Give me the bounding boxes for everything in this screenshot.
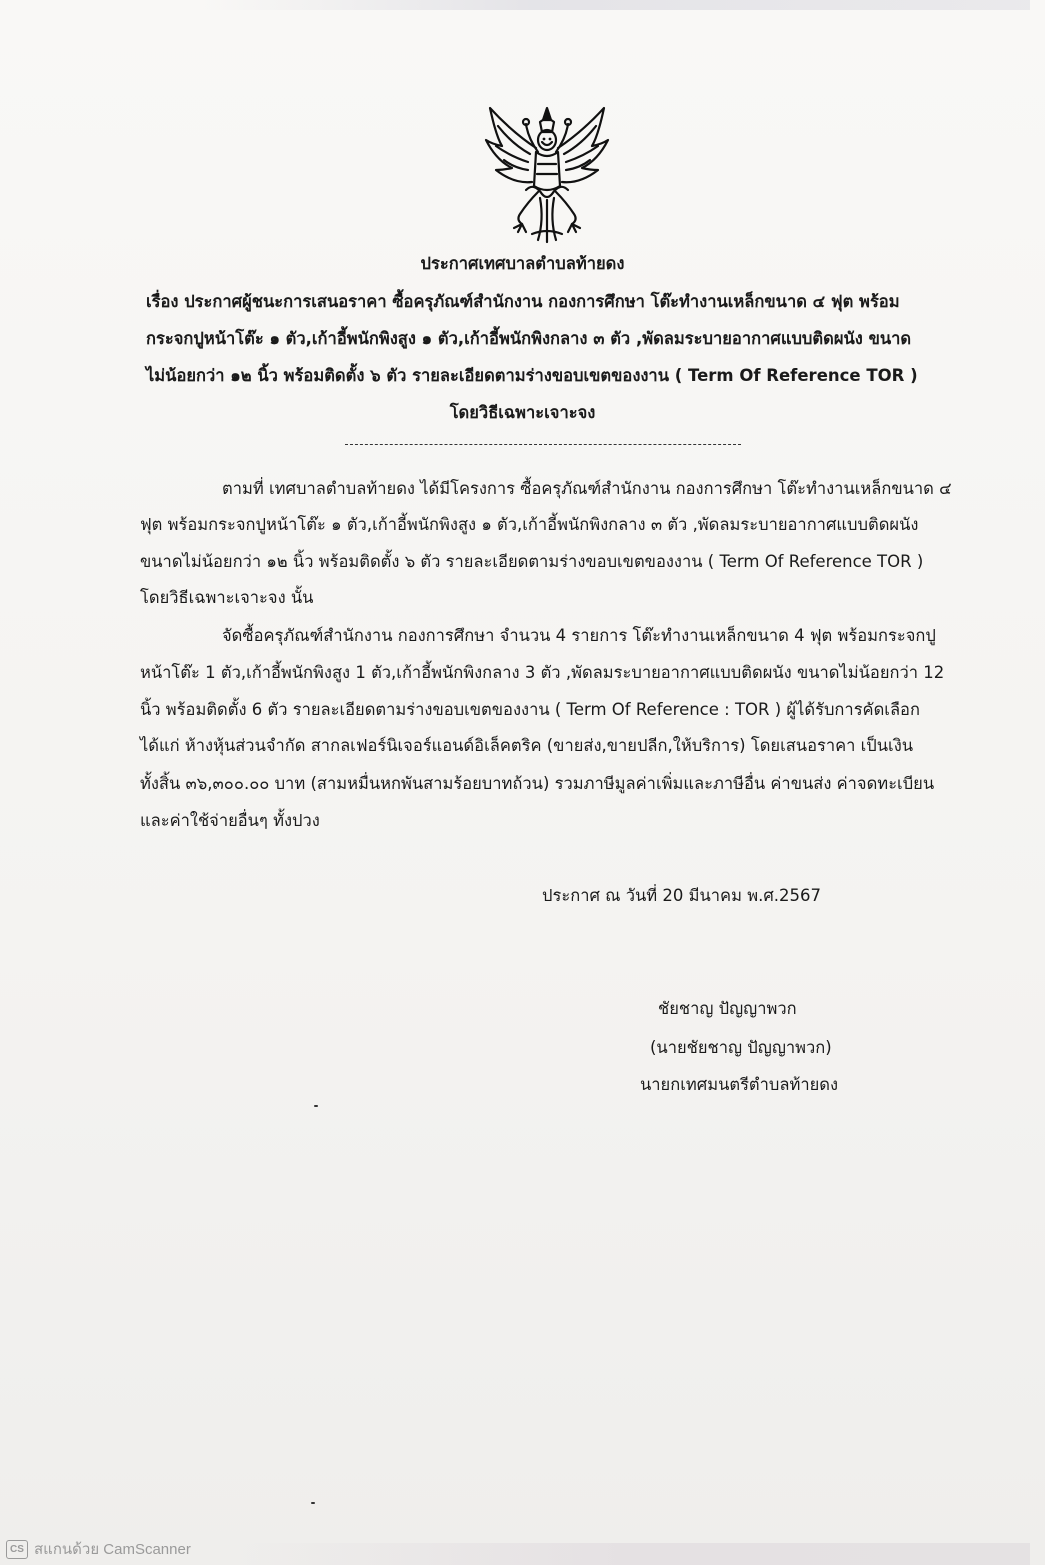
printed-name: (นายชัยชาญ ปัญญาพวก) bbox=[650, 1038, 832, 1057]
camscanner-text: สแกนด้วย CamScanner bbox=[34, 1541, 191, 1558]
announcement-date: ประกาศ ณ วันที่ 20 มีนาคม พ.ศ.2567 bbox=[542, 886, 822, 905]
scan-bleed-top bbox=[200, 0, 1030, 10]
signed-name: ชัยชาญ ปัญญาพวก bbox=[658, 999, 797, 1018]
para2-line-3: นิ้ว พร้อมติดตั้ง 6 ตัว รายละเอียดตามร่างขอบเขตของงาน ( Term Of Reference : TOR ) ผู้ได้รับการคัดเลือก bbox=[140, 700, 920, 719]
para2-line-1: จัดซื้อครุภัณฑ์สำนักงาน กองการศึกษา จำนวน 4 รายการ โต๊ะทำงานเหล็กขนาด 4 ฟุต พร้อมกระจกปู bbox=[222, 626, 936, 645]
para2-line-4: ได้แก่ ห้างหุ้นส่วนจำกัด สากลเฟอร์นิเจอร์แอนด์อิเล็คตริค (ขายส่ง,ขายปลีก,ให้บริการ) โดยเสนอราคา เป็นเงิน bbox=[140, 736, 914, 755]
para2-line-5: ทั้งสิ้น ๓๖,๓๐๐.๐๐ บาท (สามหมื่นหกพันสามร้อยบาทถ้วน) รวมภาษีมูลค่าเพิ่มและภาษีอื่น ค่าขนส่ง ค่าจดทะเบียน bbox=[140, 774, 935, 793]
camscanner-watermark bbox=[6, 1537, 191, 1561]
scan-bleed-bottom bbox=[230, 1543, 1030, 1565]
para1-line-4: โดยวิธีเฉพาะเจาะจง นั้น bbox=[140, 588, 314, 607]
subject-line-3: ไม่น้อยกว่า ๑๒ นิ้ว พร้อมติดตั้ง ๖ ตัว รายละเอียดตามร่างขอบเขตของงาน ( Term Of Reference TOR ) bbox=[146, 366, 918, 385]
para1-line-3: ขนาดไม่น้อยกว่า ๑๒ นิ้ว พร้อมติดตั้ง ๖ ตัว รายละเอียดตามร่างขอบเขตของงาน ( Term Of Reference TOR ) bbox=[140, 552, 924, 571]
para1-line-2: ฟุต พร้อมกระจกปูหน้าโต๊ะ ๑ ตัว,เก้าอี้พนักพิงสูง ๑ ตัว,เก้าอี้พนักพิงกลาง ๓ ตัว ,พัดลมระบายอากาศแบบติดผนัง bbox=[140, 515, 919, 534]
signer-position: นายกเทศมนตรีตำบลท้ายดง bbox=[640, 1075, 839, 1094]
camscanner-logo-icon: CS bbox=[6, 1540, 28, 1559]
garuda-emblem-icon bbox=[482, 102, 612, 244]
scan-speck bbox=[314, 1105, 318, 1107]
subject-line-2: กระจกปูหน้าโต๊ะ ๑ ตัว,เก้าอี้พนักพิงสูง ๑ ตัว,เก้าอี้พนักพิงกลาง ๓ ตัว ,พัดลมระบายอากาศแบบติดผนัง ขนาด bbox=[146, 329, 912, 348]
subject-line-1: เรื่อง ประกาศผู้ชนะการเสนอราคา ซื้อครุภัณฑ์สำนักงาน กองการศึกษา โต๊ะทำงานเหล็กขนาด ๔ ฟุต พร้อม bbox=[146, 292, 900, 311]
subject-line-4: โดยวิธีเฉพาะเจาะจง bbox=[449, 403, 596, 422]
para2-line-6: และค่าใช้จ่ายอื่นๆ ทั้งปวง bbox=[140, 811, 320, 830]
scan-speck bbox=[311, 1502, 315, 1504]
separator-line bbox=[345, 444, 741, 445]
para1-line-1: ตามที่ เทศบาลตำบลท้ายดง ได้มีโครงการ ซื้อครุภัณฑ์สำนักงาน กองการศึกษา โต๊ะทำงานเหล็กขนาด ๔ bbox=[222, 479, 952, 498]
para2-line-2: หน้าโต๊ะ 1 ตัว,เก้าอี้พนักพิงสูง 1 ตัว,เก้าอี้พนักพิงกลาง 3 ตัว ,พัดลมระบายอากาศแบบติดผนัง ขนาดไม่น้อยกว่า 12 bbox=[140, 663, 945, 682]
announcement-heading: ประกาศเทศบาลตำบลท้ายดง bbox=[420, 254, 625, 273]
